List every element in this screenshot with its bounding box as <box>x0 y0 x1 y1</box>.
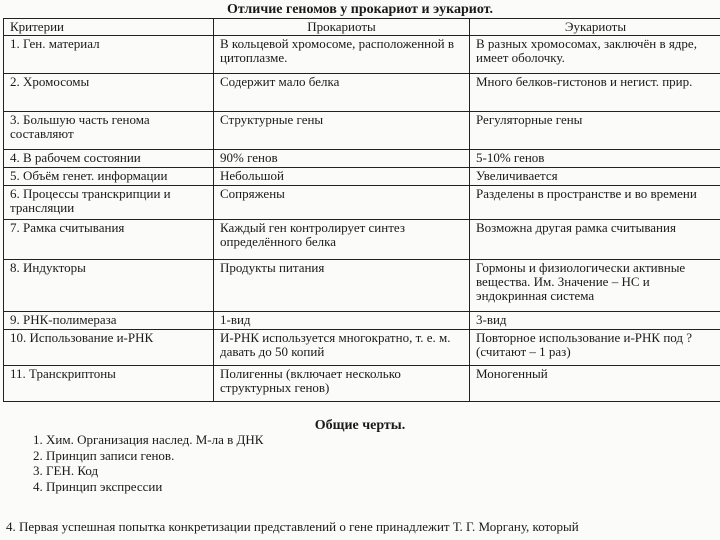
row-criterion: 5. Объём генет. информации <box>4 168 214 186</box>
row-criterion: 10. Использование и-РНК <box>4 330 214 366</box>
row-criterion: 6. Процессы транскрипции и трансляции <box>4 186 214 220</box>
table-header-row <box>4 19 720 36</box>
row-prokaryote-value: Каждый ген контролирует синтез определённого белка <box>214 220 470 260</box>
row-prokaryote-value: 1-вид <box>214 312 470 330</box>
row-eukaryote-value: Разделены в пространстве и во времени <box>470 186 720 220</box>
row-prokaryote-value: В кольцевой хромосоме, расположенной в цитоплазме. <box>214 36 470 74</box>
list-item: 1. Хим. Организация наслед. М-ла в ДНК <box>46 432 263 448</box>
row-prokaryote-value: Содержит мало белка <box>214 74 470 112</box>
row-criterion: 4. В рабочем состоянии <box>4 150 214 168</box>
row-criterion: 9. РНК-полимераза <box>4 312 214 330</box>
row-criterion: 3. Большую часть генома составляют <box>4 112 214 150</box>
row-criterion: 7. Рамка считывания <box>4 220 214 260</box>
table-row <box>4 260 720 312</box>
row-eukaryote-value: Моногенный <box>470 366 720 402</box>
row-criterion: 1. Ген. материал <box>4 36 214 74</box>
table-row <box>4 168 720 186</box>
header-criteria: Критерии <box>4 19 214 36</box>
row-prokaryote-value: 90% генов <box>214 150 470 168</box>
row-prokaryote-value: Небольшой <box>214 168 470 186</box>
comparison-table <box>3 18 720 402</box>
row-eukaryote-value: Увеличивается <box>470 168 720 186</box>
table-row <box>4 186 720 220</box>
row-prokaryote-value: Сопряжены <box>214 186 470 220</box>
header-prokaryotes: Прокариоты <box>214 19 470 36</box>
row-prokaryote-value: Полигенны (включает несколько структурных генов) <box>214 366 470 402</box>
row-eukaryote-value: Возможна другая рамка считывания <box>470 220 720 260</box>
row-criterion: 8. Индукторы <box>4 260 214 312</box>
row-eukaryote-value: Регуляторные гены <box>470 112 720 150</box>
list-item: 4. Принцип экспрессии <box>46 479 263 495</box>
row-eukaryote-value: Повторное использование и-РНК под ? (считают – 1 раз) <box>470 330 720 366</box>
row-prokaryote-value: И-РНК используется многократно, т. е. м. давать до 50 копий <box>214 330 470 366</box>
row-eukaryote-value: В разных хромосомах, заключён в ядре, имеет оболочку. <box>470 36 720 74</box>
row-eukaryote-value: 5-10% генов <box>470 150 720 168</box>
table-row <box>4 366 720 402</box>
table-row <box>4 74 720 112</box>
header-eukaryotes: Эукариоты <box>470 19 720 36</box>
table-row <box>4 220 720 260</box>
row-eukaryote-value: Гормоны и физиологически активные вещества. Им. Значение – НС и эндокринная система <box>470 260 720 312</box>
common-features-title: Общие черты. <box>314 418 406 433</box>
common-features-list <box>22 432 263 494</box>
list-item: 3. ГЕН. Код <box>46 463 263 479</box>
row-eukaryote-value: 3-вид <box>470 312 720 330</box>
table-row <box>4 36 720 74</box>
table-row <box>4 150 720 168</box>
row-eukaryote-value: Много белков-гистонов и негист. прир. <box>470 74 720 112</box>
footnote-text: 4. Первая успешная попытка конкретизации представлений о гене принадлежит Т. Г. Моргану, который <box>6 519 579 534</box>
table-row <box>4 330 720 366</box>
row-criterion: 11. Транскриптоны <box>4 366 214 402</box>
table-row <box>4 312 720 330</box>
row-criterion: 2. Хромосомы <box>4 74 214 112</box>
page-title: Отличие геномов у прокариот и эукариот. <box>227 2 493 17</box>
row-prokaryote-value: Продукты питания <box>214 260 470 312</box>
list-item: 2. Принцип записи генов. <box>46 448 263 464</box>
table-row <box>4 112 720 150</box>
row-prokaryote-value: Структурные гены <box>214 112 470 150</box>
